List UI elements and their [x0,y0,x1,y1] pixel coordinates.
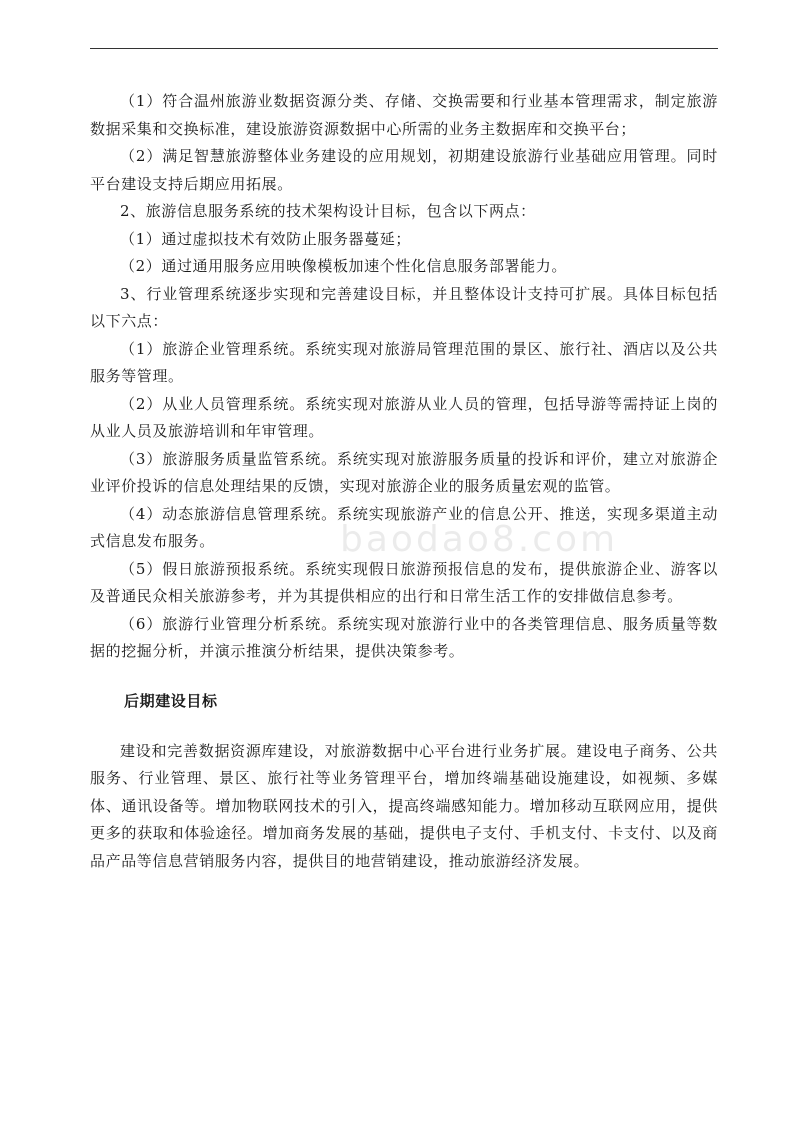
paragraph-7: （1）旅游企业管理系统。系统实现对旅游局管理范围的景区、旅行社、酒店以及公共服务等管理。 [90,339,718,385]
document-body [90,88,718,875]
header-rule [90,48,718,49]
paragraph-1: （1）符合温州旅游业数据资源分类、存储、交换需要和行业基本管理需求，制定旅游数据采集和交换标准，建设旅游资源数据中心所需的业务主数据库和交换平台； [90,92,718,138]
paragraph-2: （2）满足智慧旅游整体业务建设的应用规划，初期建设旅游行业基础应用管理。同时平台建设支持后期应用拓展。 [90,147,718,193]
paragraph-8: （2）从业人员管理系统。系统实现对旅游从业人员的管理，包括导游等需持证上岗的从业人员及旅游培训和年审管理。 [90,394,718,440]
paragraph-6: 3、行业管理系统逐步实现和完善建设目标，并且整体设计支持可扩展。具体目标包括以下六点： [90,284,718,330]
watermark: baodao8.com [340,519,619,560]
paragraph-9: （3）旅游服务质量监管系统。系统实现对旅游服务质量的投诉和评价，建立对旅游企业评价投诉的信息处理结果的反馈，实现对旅游企业的服务质量宏观的监管。 [90,449,718,495]
section-heading: 后期建设目标 [124,691,218,710]
paragraph-5: （2）通过通用服务应用映像模板加速个性化信息服务部署能力。 [120,257,567,275]
paragraph-11: （5）假日旅游预报系统。系统实现假日旅游预报信息的发布，提供旅游企业、游客以及普通民众相关旅游参考，并为其提供相应的出行和日常生活工作的安排做信息参考。 [90,559,718,605]
paragraph-3: 2、旅游信息服务系统的技术架构设计目标，包含以下两点： [120,202,536,220]
paragraph-4: （1）通过虚拟技术有效防止服务器蔓延； [120,229,411,248]
closing-paragraph: 建设和完善数据资源库建设，对旅游数据中心平台进行业务扩展。建设电子商务、公共服务、行业管理、景区、旅行社等业务管理平台，增加终端基础设施建设，如视频、多媒体、通讯设备等。增加物联网技术的引入，提高终端感知能力。增加移动互联网应用，提供更多的获取和体验途径。增加商务发展的基础，提供电子支付、手机支付、卡支付、以及商品产品等信息营销服务内容，提供目的地营销建设，推动旅游经济发展。 [90,741,718,870]
paragraph-12: （6）旅游行业管理分析系统。系统实现对旅游行业中的各类管理信息、服务质量等数据的挖掘分析，并演示推演分析结果，提供决策参考。 [90,614,718,660]
paragraph-10: （4）动态旅游信息管理系统。系统实现旅游产业的信息公开、推送，实现多渠道主动式信息发布服务。 [90,504,718,550]
